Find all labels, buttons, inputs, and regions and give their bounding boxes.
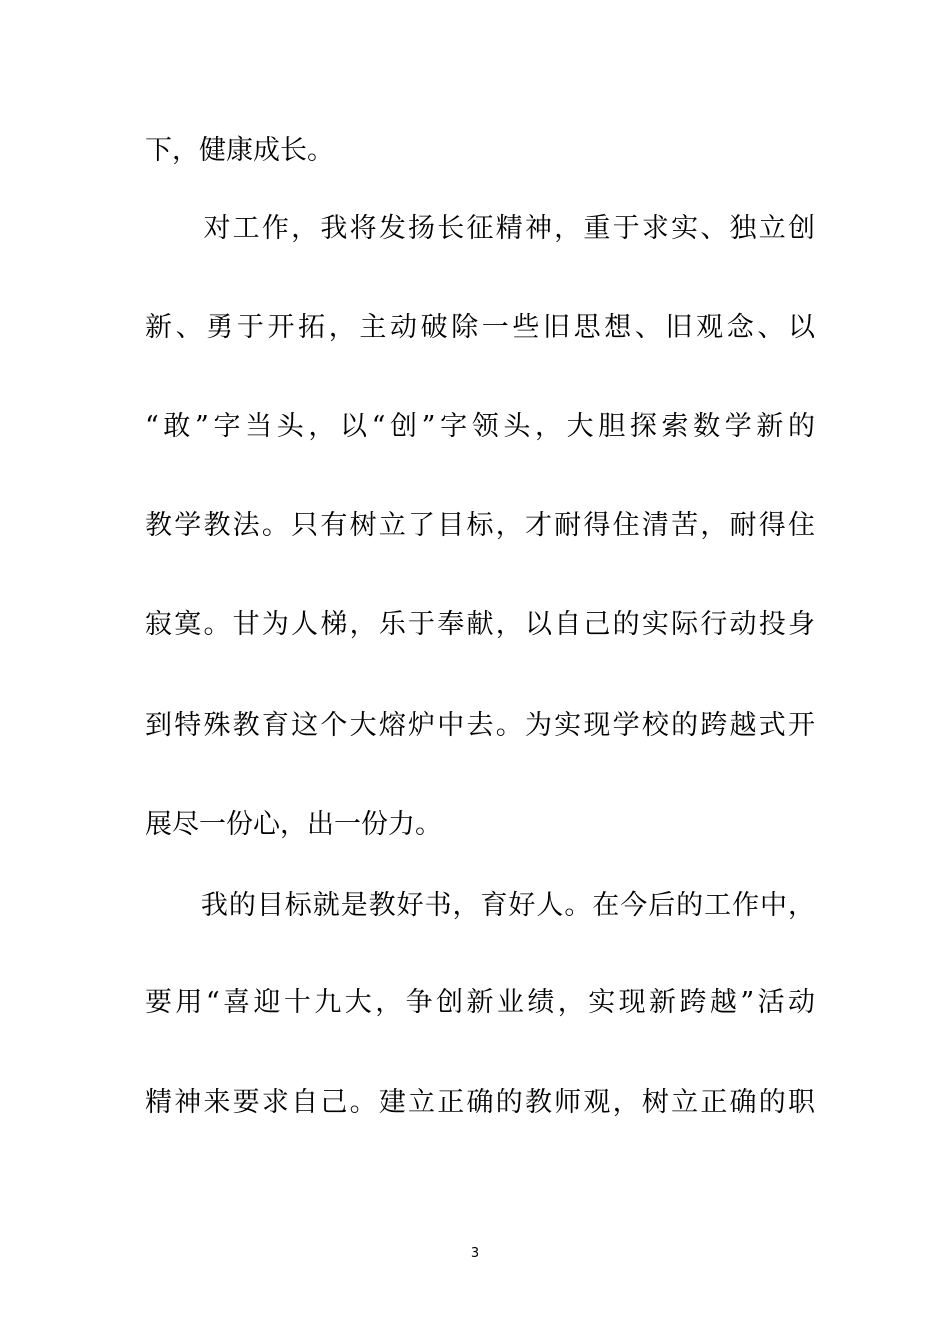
text-line: 我的目标就是教好书，育好人。在今后的工作中， [145,890,815,921]
text-line: 要用“喜迎十九大，争创新业绩，实现新跨越”活动 [145,987,815,1018]
text-line: 寂寞。甘为人梯，乐于奉献，以自己的实际行动投身 [145,609,815,640]
text-line: 对工作，我将发扬长征精神，重于求实、独立创 [145,213,815,244]
text-line: 新、勇于开拓，主动破除一些旧思想、旧观念、以 [145,312,815,343]
text-line: 到特殊教育这个大熔炉中去。为实现学校的跨越式开 [145,710,815,741]
text-line: “敢”字当头，以“创”字领头，大胆探索数学新的 [145,411,815,442]
text-line: 下，健康成长。 [145,135,334,166]
page-number: 3 [470,1246,480,1261]
text-line: 精神来要求自己。建立正确的教师观，树立正确的职 [145,1087,815,1118]
text-line: 教学教法。只有树立了目标，才耐得住清苦，耐得住 [145,510,815,541]
text-line: 展尽一份心，出一份力。 [145,809,442,840]
